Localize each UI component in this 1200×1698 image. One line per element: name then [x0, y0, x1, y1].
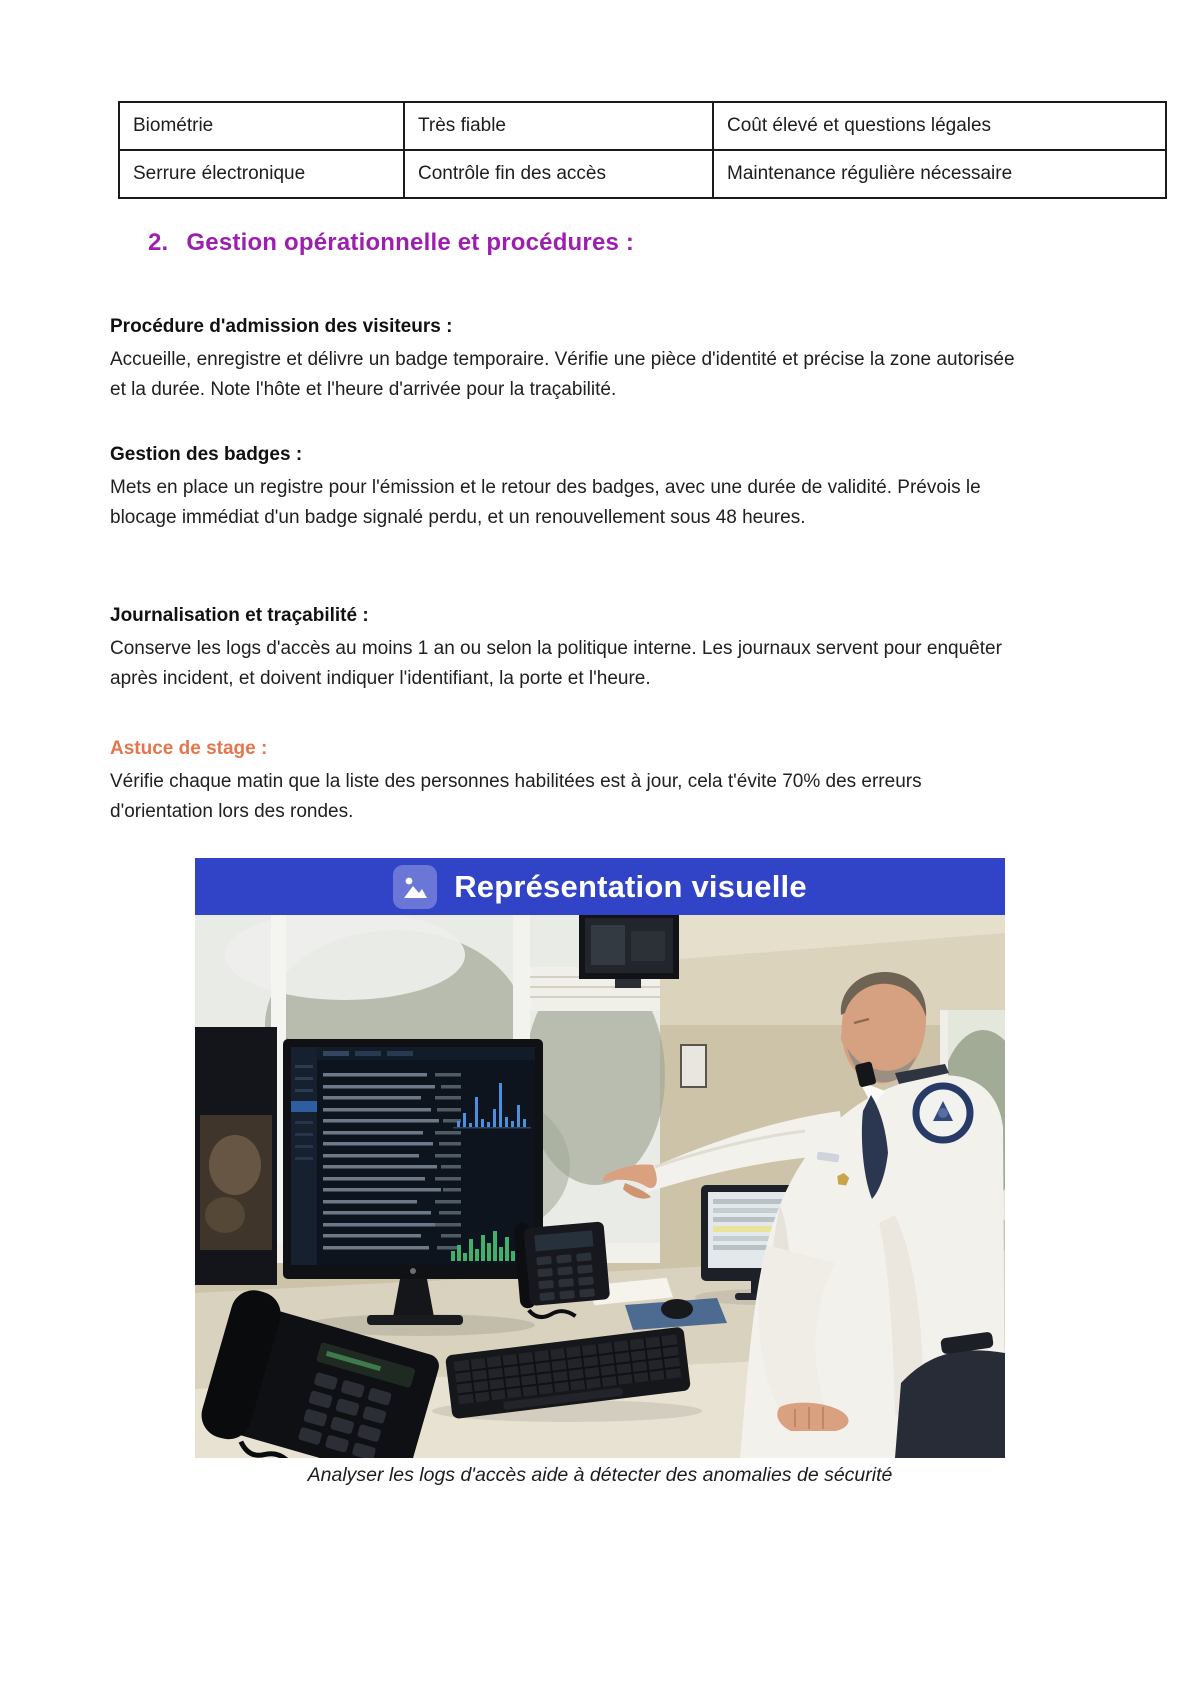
table-cell: Biométrie: [119, 102, 404, 150]
table-cell: Coût élevé et questions légales: [713, 102, 1166, 150]
table-row: [119, 150, 1166, 198]
wall-frame: [681, 1045, 706, 1087]
cctv-monitor-left: [195, 1027, 277, 1285]
image-icon: [393, 865, 437, 909]
paragraph-title: Journalisation et traçabilité :: [110, 605, 369, 626]
security-control-room-scene: [195, 915, 1005, 1458]
figure-caption: Analyser les logs d'accès aide à détecter des anomalies de sécurité: [307, 1464, 893, 1486]
table-cell: Serrure électronique: [119, 150, 404, 198]
table-cell: Contrôle fin des accès: [404, 150, 713, 198]
paragraph-body: Conserve les logs d'accès au moins 1 an ou selon la politique interne. Les journaux servent pour enquêter après incident, et doivent indiquer l'identifiant, la porte et l'heure.: [110, 638, 1002, 689]
paragraph-badges: [110, 440, 1015, 533]
paragraph-title: Procédure d'admission des visiteurs :: [110, 316, 453, 337]
photo-illustration: [195, 915, 1005, 1458]
ceiling-monitor: [579, 915, 679, 988]
paragraph-logging: [110, 601, 1015, 694]
security-patch: [916, 1086, 970, 1140]
section-heading: [148, 229, 634, 257]
table-cell: Maintenance régulière nécessaire: [713, 150, 1166, 198]
figure-banner-label: Représentation visuelle: [454, 868, 807, 904]
figure-banner: [195, 858, 1005, 915]
paragraph-body: Mets en place un registre pour l'émission et le retour des badges, avec une durée de validité. Prévois le blocage immédiat d'un badge signalé perdu, et un renouvellement sous 48 heures.: [110, 477, 981, 528]
paragraph-tip: [110, 734, 1015, 827]
table-cell: Très fiable: [404, 102, 713, 150]
paragraph-title: Gestion des badges :: [110, 444, 303, 465]
paragraph-body: Accueille, enregistre et délivre un badge temporaire. Vérifie une pièce d'identité et précise la zone autorisée et la durée. Note l'hôte et l'heure d'arrivée pour la traçabilité.: [110, 349, 1015, 400]
section-number: 2.: [148, 229, 169, 256]
access-methods-table: [118, 101, 1167, 199]
table-row: [119, 102, 1166, 150]
paragraph-title: Astuce de stage :: [110, 738, 268, 759]
paragraph-visitors: [110, 312, 1015, 405]
paragraph-body: Vérifie chaque matin que la liste des personnes habilitées est à jour, cela t'évite 70% des erreurs d'orientation lors des rondes.: [110, 771, 922, 822]
section-title: Gestion opérationnelle et procédures :: [186, 229, 635, 256]
